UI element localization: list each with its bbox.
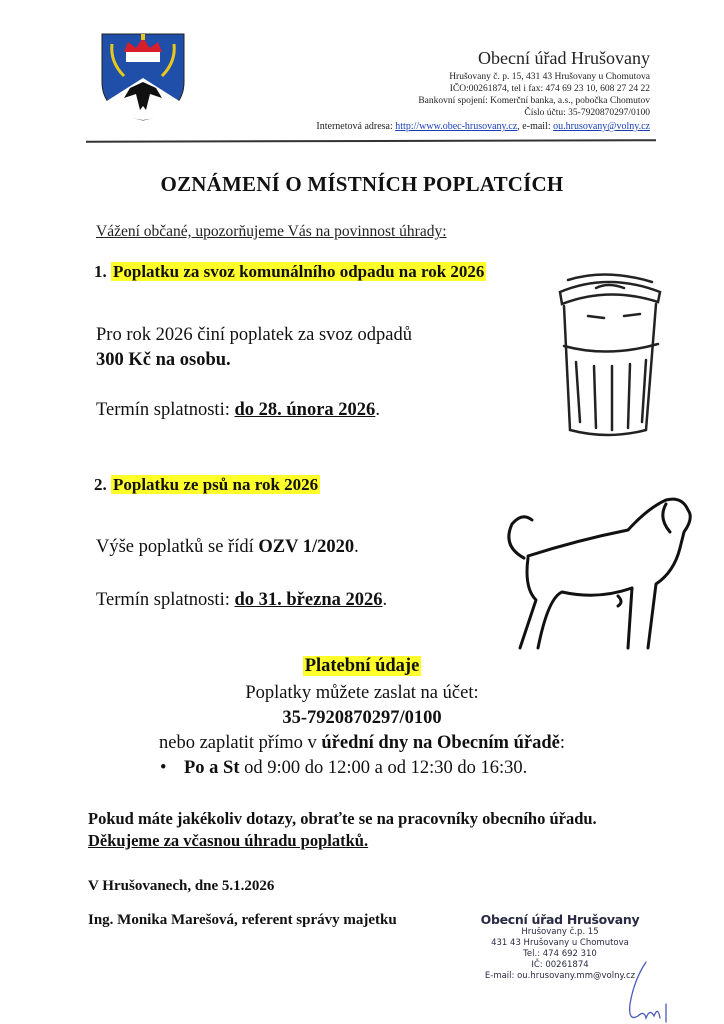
web-link[interactable]: http://www.obec-hrusovany.cz — [395, 121, 518, 132]
stamp-line: 431 43 Hrušovany u Chomutova — [491, 938, 629, 948]
signer: Ing. Monika Marešová, referent správy majetku — [88, 912, 397, 928]
office-hours — [160, 758, 527, 779]
web-label: Internetová adresa: — [316, 121, 396, 132]
section2-text-end: . — [354, 537, 359, 557]
place-date: V Hrušovanech, dne 5.1.2026 — [88, 878, 275, 894]
hours-days: Po a St — [184, 758, 240, 778]
stamp-title: Obecní úřad Hrušovany — [480, 912, 640, 927]
closing-text: Pokud máte jakékoliv dotazy, obraťte se na pracovníky obecního úřadu. — [88, 809, 597, 828]
office-name: Obecní úřad Hrušovany — [478, 48, 650, 68]
stamp-line: E-mail: ou.hrusovany.mm@volny.cz — [484, 971, 636, 981]
due-value: do 31. března 2026 — [234, 590, 383, 610]
closing-thanks: Děkujeme za včasnou úhradu poplatků. — [88, 831, 369, 850]
trash-bin-icon — [548, 262, 668, 442]
hours-times: od 9:00 do 12:00 a od 12:30 do 16:30. — [239, 758, 528, 778]
section1-heading — [94, 262, 486, 282]
payment-heading-text: Platební údaje — [304, 656, 420, 676]
payment-line3-end: : — [559, 733, 565, 753]
due-label: Termín splatnosti: — [96, 400, 235, 420]
section1-title: Poplatku za svoz komunálního odpadu na rok 2026 — [113, 262, 485, 281]
salutation: Vážení občané, upozorňujeme Vás na povinnost úhrady: — [96, 223, 447, 240]
handwritten-signature-icon — [620, 960, 670, 1024]
coat-of-arms-icon — [100, 32, 186, 122]
payment-line3-prefix: nebo zaplatit přímo v — [159, 733, 322, 753]
bullet-icon: • — [160, 758, 167, 778]
section1-amount: 300 Kč na osobu. — [96, 350, 231, 370]
office-account: Číslo účtu: 35-7920870297/0100 — [524, 108, 650, 118]
section2-text-prefix: Výše poplatků se řídí — [96, 537, 259, 557]
section1-text: Pro rok 2026 činí poplatek za svoz odpadů — [96, 325, 412, 345]
office-bank: Bankovní spojení: Komerční banka, a.s., pobočka Chomutov — [418, 96, 650, 106]
due-label: Termín splatnosti: — [96, 590, 235, 610]
office-web-email — [316, 121, 650, 132]
section2-ozv: OZV 1/2020 — [258, 537, 355, 557]
payment-heading — [0, 656, 724, 677]
stamp-line: IČ: 00261874 — [531, 960, 589, 970]
email-link[interactable]: ou.hrusovany@volny.cz — [553, 121, 650, 132]
stamp-line: Tel.: 474 692 310 — [523, 949, 597, 959]
due-value: do 28. února 2026 — [234, 400, 376, 420]
email-label: , e-mail: — [517, 121, 554, 132]
stamp-line: Hrušovany č.p. 15 — [521, 927, 599, 937]
dog-icon — [498, 488, 698, 653]
section2-text — [96, 537, 359, 558]
header-divider — [86, 139, 656, 142]
section1-due — [96, 400, 380, 421]
office-ico-phone: IČO:00261874, tel i fax: 474 69 23 10, 608 27 24 22 — [449, 84, 650, 94]
section2-due — [96, 590, 387, 611]
closing-paragraph — [88, 808, 648, 852]
section1-number: 1. — [94, 262, 107, 281]
payment-line3-bold: úřední dny na Obecním úřadě — [321, 733, 560, 753]
due-end: . — [382, 590, 388, 610]
payment-account: 35-7920870297/0100 — [282, 708, 442, 728]
payment-line3 — [0, 733, 724, 754]
section2-number: 2. — [94, 475, 107, 494]
payment-line1: Poplatky můžete zaslat na účet: — [245, 683, 479, 703]
office-address: Hrušovany č. p. 15, 431 43 Hrušovany u Chomutova — [449, 72, 650, 82]
section2-title: Poplatku ze psů na rok 2026 — [113, 475, 319, 494]
page-title: OZNÁMENÍ O MÍSTNÍCH POPLATCÍCH — [160, 172, 564, 196]
section2-heading — [94, 475, 320, 495]
due-end: . — [375, 400, 380, 420]
